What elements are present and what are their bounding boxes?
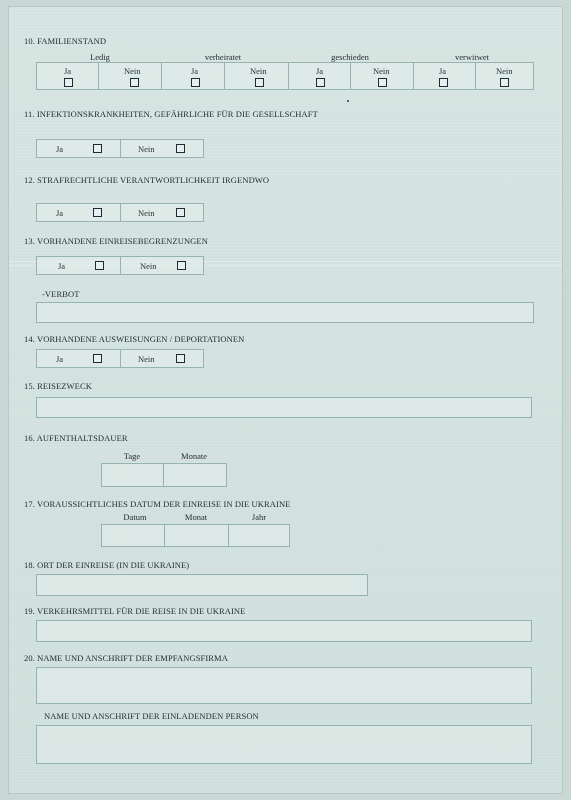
ledig-no-label: Nein bbox=[124, 66, 141, 76]
restriction-yes-checkbox[interactable] bbox=[95, 261, 104, 270]
geschieden-label: geschieden bbox=[331, 52, 369, 62]
months-label: Monate bbox=[181, 451, 207, 461]
restriction-no-label: Nein bbox=[140, 261, 157, 271]
verwitwet-yes-checkbox[interactable] bbox=[439, 78, 448, 87]
criminal-no-checkbox[interactable] bbox=[176, 208, 185, 217]
section-16-title: 16. AUFENTHALTSDAUER bbox=[24, 433, 128, 443]
travel-purpose-field[interactable] bbox=[36, 397, 532, 418]
section-13-title: 13. VORHANDENE EINREISEBEGRENZUNGEN bbox=[24, 236, 208, 246]
geschieden-yes-checkbox[interactable] bbox=[316, 78, 325, 87]
infection-yes-checkbox[interactable] bbox=[93, 144, 102, 153]
deportation-yes-label: Ja bbox=[56, 354, 64, 364]
geschieden-no-checkbox[interactable] bbox=[378, 78, 387, 87]
section-19-title: 19. VERKEHRSMITTEL FÜR DIE REISE IN DIE UKRAINE bbox=[24, 606, 246, 616]
months-field[interactable] bbox=[164, 464, 228, 486]
section-17-title: 17. VORAUSSICHTLICHES DATUM DER EINREISE IN DIE UKRAINE bbox=[24, 499, 291, 509]
verbot-field[interactable] bbox=[36, 302, 534, 323]
infection-no-checkbox[interactable] bbox=[176, 144, 185, 153]
verheiratet-yes-checkbox[interactable] bbox=[191, 78, 200, 87]
entry-month-field[interactable] bbox=[165, 525, 229, 546]
section-12-title: 12. STRAFRECHTLICHE VERANTWORTLICHKEIT IRGENDWO bbox=[24, 175, 270, 185]
inviting-person-title: NAME UND ANSCHRIFT DER EINLADENDEN PERSON bbox=[44, 711, 259, 721]
entry-year-field[interactable] bbox=[229, 525, 291, 546]
verheiratet-no-checkbox[interactable] bbox=[255, 78, 264, 87]
verwitwet-no-checkbox[interactable] bbox=[500, 78, 509, 87]
ledig-yes-checkbox[interactable] bbox=[64, 78, 73, 87]
year-label: Jahr bbox=[251, 512, 267, 522]
verwitwet-label: verwitwet bbox=[455, 52, 489, 62]
deportation-no-label: Nein bbox=[138, 354, 155, 364]
transport-field[interactable] bbox=[36, 620, 532, 642]
days-label: Tage bbox=[123, 451, 141, 461]
deportation-yes-checkbox[interactable] bbox=[93, 354, 102, 363]
verwitwet-yes-label: Ja bbox=[439, 66, 447, 76]
verwitwet-no-label: Nein bbox=[496, 66, 513, 76]
infection-no-label: Nein bbox=[138, 144, 155, 154]
entry-day-field[interactable] bbox=[102, 525, 165, 546]
entry-date-grid bbox=[101, 524, 290, 547]
ledig-yes-label: Ja bbox=[64, 66, 72, 76]
section-15-title: 15. REISEZWECK bbox=[24, 381, 92, 391]
verbot-label: -VERBOT bbox=[42, 289, 80, 299]
duration-grid bbox=[101, 463, 227, 487]
criminal-yes-checkbox[interactable] bbox=[93, 208, 102, 217]
section-18-title: 18. ORT DER EINREISE (IN DIE UKRAINE) bbox=[24, 560, 190, 570]
deportation-no-checkbox[interactable] bbox=[176, 354, 185, 363]
days-field[interactable] bbox=[102, 464, 164, 486]
infection-yes-label: Ja bbox=[56, 144, 64, 154]
section-20-title: 20. NAME UND ANSCHRIFT DER EMPFANGSFIRMA bbox=[24, 653, 228, 663]
restriction-yes-label: Ja bbox=[58, 261, 66, 271]
date-label: Datum bbox=[123, 512, 147, 522]
section-10-title: 10. FAMILIENSTAND bbox=[24, 36, 107, 46]
section-14-title: 14. VORHANDENE AUSWEISUNGEN / DEPORTATIONEN bbox=[24, 334, 245, 344]
verheiratet-no-label: Nein bbox=[250, 66, 267, 76]
restriction-no-checkbox[interactable] bbox=[177, 261, 186, 270]
ledig-label: Ledig bbox=[90, 52, 110, 62]
ledig-no-checkbox[interactable] bbox=[130, 78, 139, 87]
inviting-person-field[interactable] bbox=[36, 725, 532, 764]
geschieden-yes-label: Ja bbox=[316, 66, 324, 76]
ink-dot bbox=[347, 100, 349, 102]
verheiratet-label: verheiratet bbox=[204, 52, 242, 62]
month-label: Monat bbox=[184, 512, 208, 522]
receiving-company-field[interactable] bbox=[36, 667, 532, 704]
verheiratet-yes-label: Ja bbox=[191, 66, 199, 76]
criminal-yes-label: Ja bbox=[56, 208, 64, 218]
criminal-no-label: Nein bbox=[138, 208, 155, 218]
geschieden-no-label: Nein bbox=[373, 66, 390, 76]
entry-place-field[interactable] bbox=[36, 574, 368, 596]
marital-status-grid bbox=[36, 62, 534, 90]
section-11-title: 11. INFEKTIONSKRANKHEITEN, GEFÄHRLICHE FÜR DIE GESELLSCHAFT bbox=[24, 109, 318, 119]
